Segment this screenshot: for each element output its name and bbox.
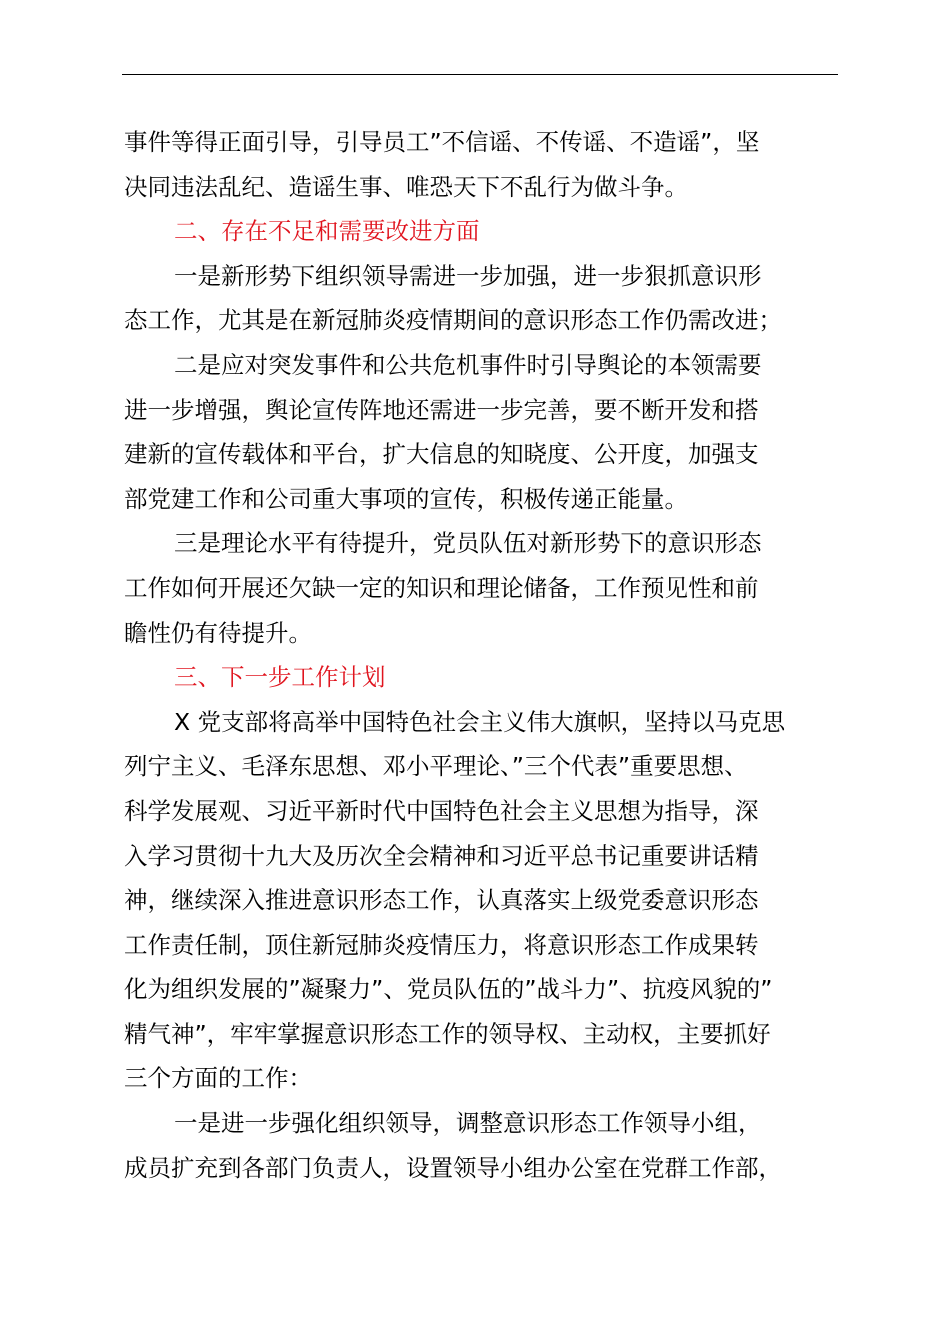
text-line: 事件等得正面引导，引导员工”不信谣、不传谣、不造谣”，坚 — [124, 128, 760, 156]
text-line: X 党支部将高举中国特色社会主义伟大旗帜，坚持以马克思 — [174, 707, 786, 736]
header-rule — [122, 74, 838, 75]
text-line: 部党建工作和公司重大事项的宣传，积极传递正能量。 — [124, 484, 688, 513]
text-line: 瞻性仍有待提升。 — [124, 618, 312, 647]
text-line: 科学发展观、习近平新时代中国特色社会主义思想为指导，深 — [124, 796, 759, 825]
text-line: 列宁主义、毛泽东思想、邓小平理论、”三个代表”重要思想、 — [124, 752, 748, 781]
section-heading-3: 三、下一步工作计划 — [174, 663, 386, 692]
text-line: 一是新形势下组织领导需进一步加强，进一步狠抓意识形 — [174, 261, 762, 290]
text-line: 三个方面的工作： — [124, 1064, 312, 1093]
text-line: 工作如何开展还欠缺一定的知识和理论储备，工作预见性和前 — [124, 573, 759, 602]
section-heading-2: 二、存在不足和需要改进方面 — [174, 217, 480, 246]
text-line: 建新的宣传载体和平台，扩大信息的知晓度、公开度，加强支 — [124, 440, 759, 469]
text-line: 化为组织发展的”凝聚力”、党员队伍的”战斗力”、抗疫风貌的” — [124, 975, 773, 1004]
text-line: 入学习贯彻十九大及历次全会精神和习近平总书记重要讲话精 — [124, 841, 759, 870]
text-line: 二是应对突发事件和公共危机事件时引导舆论的本领需要 — [174, 350, 762, 379]
text-line: 决同违法乱纪、造谣生事、唯恐天下不乱行为做斗争。 — [124, 172, 688, 201]
text-line: 成员扩充到各部门负责人，设置领导小组办公室在党群工作部， — [124, 1153, 782, 1182]
body-text — [124, 120, 840, 1190]
text-line: 进一步增强，舆论宣传阵地还需进一步完善，要不断开发和搭 — [124, 395, 759, 424]
text-line: 态工作，尤其是在新冠肺炎疫情期间的意识形态工作仍需改进； — [124, 306, 782, 335]
text-line: 工作责任制，顶住新冠肺炎疫情压力，将意识形态工作成果转 — [124, 930, 759, 959]
text-line: 神，继续深入推进意识形态工作，认真落实上级党委意识形态 — [124, 886, 759, 915]
text-line: 一是进一步强化组织领导，调整意识形态工作领导小组， — [174, 1109, 762, 1138]
text-line: 三是理论水平有待提升，党员队伍对新形势下的意识形态 — [174, 529, 762, 558]
text-line: 精气神”，牢牢掌握意识形态工作的领导权、主动权，主要抓好 — [124, 1019, 771, 1048]
